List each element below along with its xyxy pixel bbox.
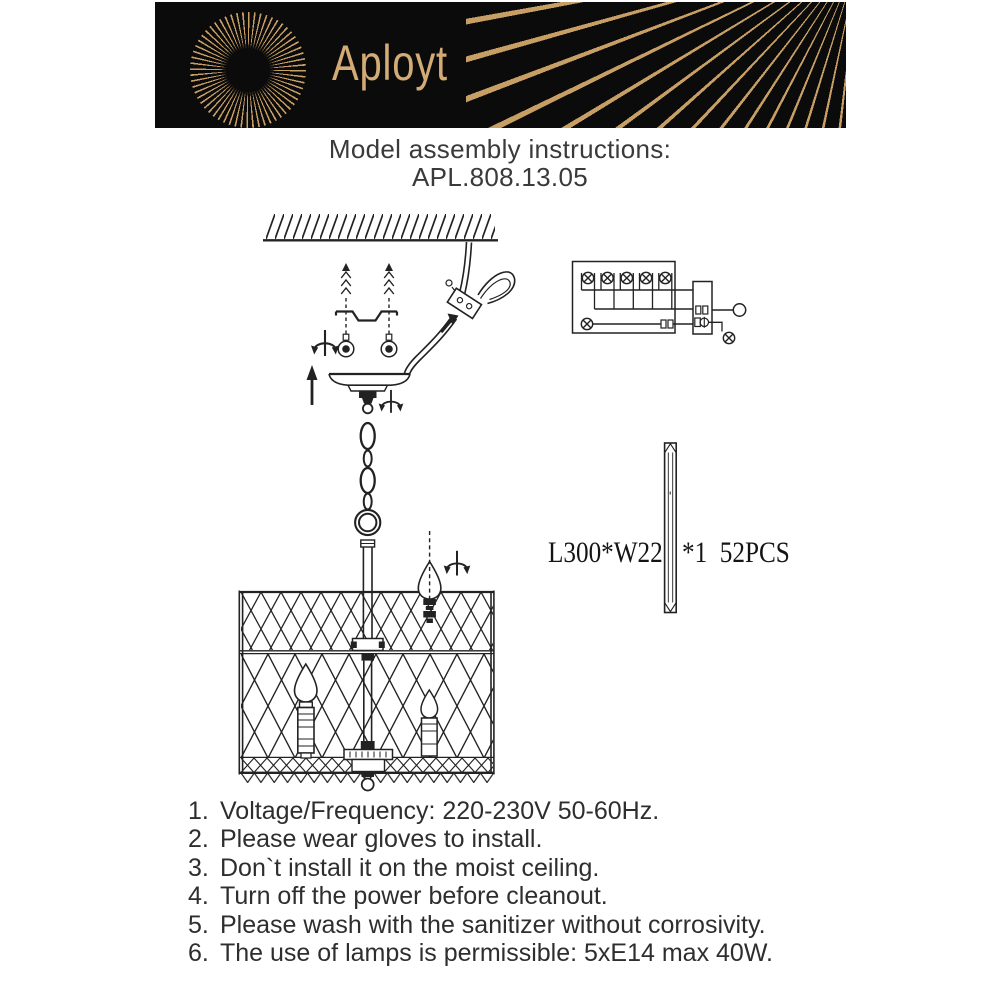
- mounting-bracket: [336, 312, 397, 321]
- crystal-strip: [665, 443, 677, 613]
- crystal-size-label: L300*W22: [548, 534, 663, 569]
- instruction-item: [188, 939, 888, 967]
- item-text: Voltage/Frequency: 220-230V 50-60Hz.: [220, 797, 660, 825]
- title-block: [0, 135, 1000, 191]
- instruction-item: [188, 854, 888, 882]
- instruction-item: [188, 911, 888, 939]
- instruction-item: [188, 797, 888, 825]
- up-arrow: [307, 365, 318, 405]
- rotate-symbol: [311, 330, 339, 356]
- brand-logo-text: Aployt: [332, 35, 448, 91]
- item-text: Please wash with the sanitizer without corrosivity.: [220, 910, 766, 939]
- item-number: 5.: [188, 910, 209, 939]
- model-number: APL.808.13.05: [412, 162, 588, 192]
- item-number: 2.: [188, 825, 209, 854]
- wires-connector: [405, 242, 515, 375]
- item-text: Please wear gloves to install.: [220, 825, 543, 854]
- starburst-icon: [190, 12, 306, 128]
- candle-bulb-left: [295, 664, 318, 758]
- item-text: The use of lamps is permissible: 5xE14 max 40W.: [220, 939, 774, 968]
- ground-terminal: [733, 304, 745, 316]
- assembly-diagram: [150, 200, 850, 820]
- corner-rays-icon: [466, 2, 846, 128]
- ceiling-hatch: [263, 214, 498, 240]
- finial-ball: [362, 779, 374, 791]
- instructions-list: [188, 797, 888, 967]
- item-number: 6.: [188, 939, 209, 968]
- item-number: 1.: [188, 797, 209, 825]
- item-number: 3.: [188, 853, 209, 882]
- rotate-symbol: [379, 390, 404, 413]
- starburst-center: [226, 48, 270, 92]
- chain-assembly: [355, 423, 380, 592]
- page-title: Model assembly instructions:: [328, 134, 672, 164]
- instruction-item: [188, 825, 888, 853]
- crystal-qty-label: *1 52PCS: [682, 534, 790, 569]
- brand-header: [155, 2, 846, 128]
- wiring-schematic: [573, 262, 746, 344]
- candle-bulb-right: [421, 690, 438, 756]
- item-number: 4.: [188, 882, 209, 911]
- item-text: Don`t install it on the moist ceiling.: [220, 853, 600, 882]
- rotate-symbol: [444, 551, 471, 576]
- item-text: Turn off the power before cleanout.: [220, 882, 608, 911]
- ceiling-canopy: [329, 374, 410, 413]
- instruction-item: [188, 882, 888, 910]
- mounting-screws: [307, 263, 398, 405]
